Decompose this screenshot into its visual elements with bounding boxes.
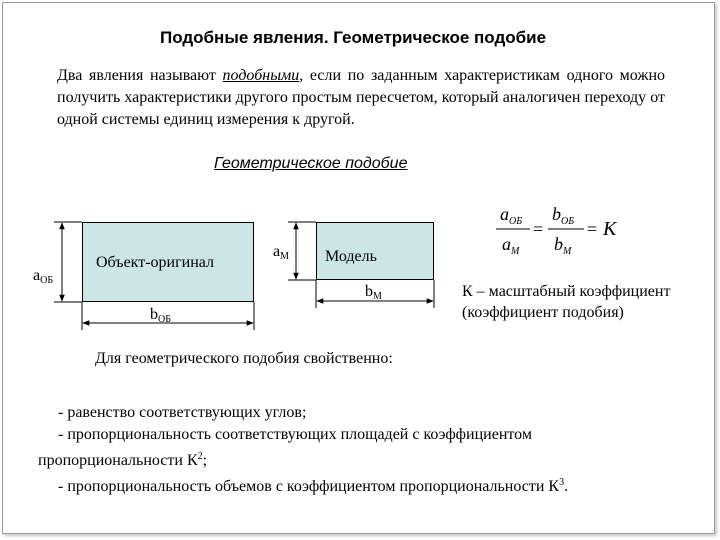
svg-text:bОБ: $b_{ОБ}$ [552,204,575,227]
svg-text:=: = [587,219,598,239]
svg-text:aМ: $a_М$ [502,234,520,257]
b-m-label: $b_М$ [365,283,382,302]
intro-text-before: Два явления называют [57,67,223,84]
original-object-label: Объект-оригинал [96,254,215,271]
svg-text:aОБ: $a_{ОБ}$ [500,204,523,227]
a-ob-label: $a_{ОБ}$ [33,267,54,286]
section-subheading: Геометрическое подобие [214,155,408,172]
properties-list [38,402,668,498]
model-label: Модель [325,248,377,265]
intro-text-after: , если по заданным характеристикам одного можно получить характеристики другого простым пересчетом, который аналогичен переходу от одной системы единиц измерения к другой. [57,67,666,128]
svg-text:bМ: $b_М$ [554,234,572,257]
intro-term: подобными [222,67,300,84]
page-title: Подобные явления. Геометрическое подобие [160,28,547,47]
b-ob-label: $b_{ОБ}$ [150,306,171,325]
similarity-formula [490,200,630,260]
svg-text:=: = [533,219,544,239]
svg-text:K: K [603,218,617,240]
property-item-angles: - равенство соответствующих углов; [58,404,307,421]
property-item-volumes: - пропорциональность объемов с коэффициентом пропорциональности $К^3$. [58,477,569,495]
property-item-areas-line1: - пропорциональность соответствующих площадей с коэффициентом [58,426,532,443]
properties-heading: Для геометрического подобия свойственно: [95,350,393,367]
property-item-areas-line2: пропорциональности $К^2$; [38,451,208,469]
a-m-label: $a_М$ [273,243,290,262]
k-description: К – масштабный коэффициент (коэффициент подобия) [462,283,671,321]
